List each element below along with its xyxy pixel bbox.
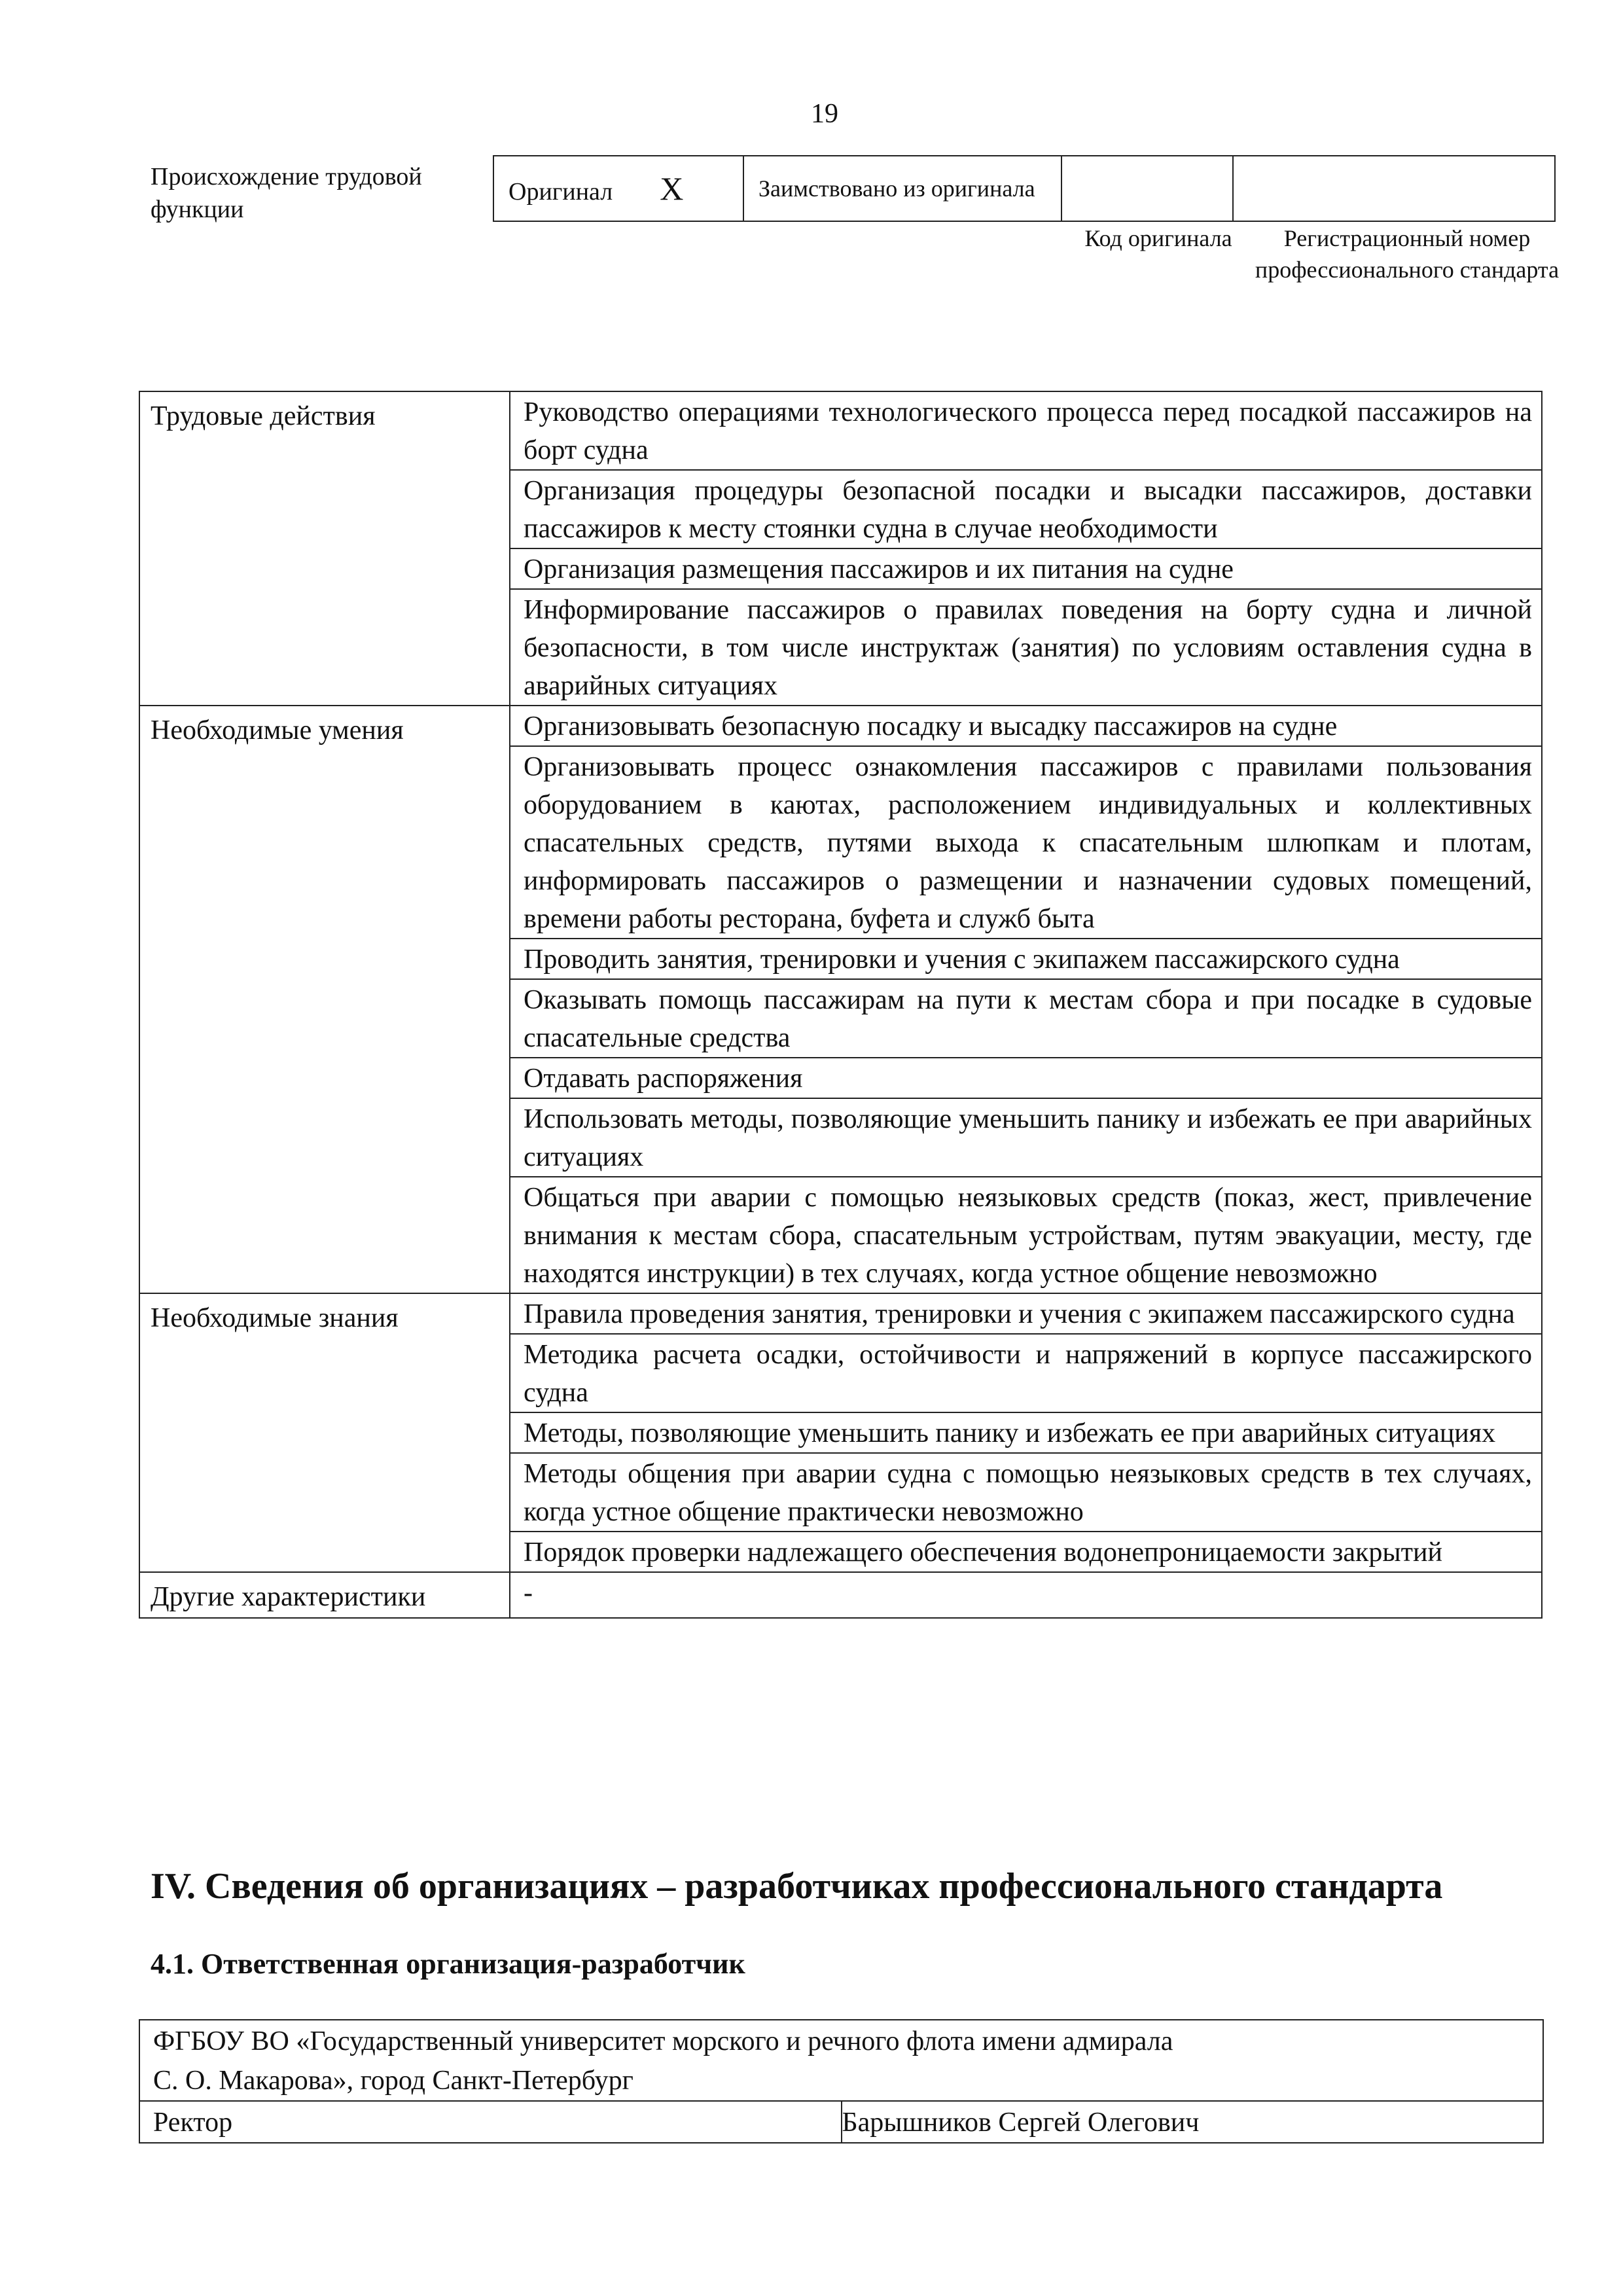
section-item: Руководство операциями технологического процесса перед посадкой пассажиров на борт судна <box>510 391 1542 470</box>
organization-name-line-1: ФГБОУ ВО «Государственный университет морского и речного флота имени адмирала <box>153 2026 1173 2056</box>
section-4-1-title: 4.1. Ответственная организация-разработчик <box>151 1948 745 1980</box>
table-row <box>139 391 1542 470</box>
function-table <box>139 391 1543 1619</box>
section-item: Организация размещения пассажиров и их питания на судне <box>510 548 1542 589</box>
original-code-cell <box>1061 156 1233 221</box>
section-item: Отдавать распоряжения <box>510 1058 1542 1098</box>
borrowed-cell: Заимствовано из оригинала <box>743 156 1061 221</box>
section-item: Оказывать помощь пассажирам на пути к местам сбора и при посадке в судовые спасательные средства <box>510 979 1542 1058</box>
origin-table <box>493 155 1556 222</box>
head-position: Ректор <box>139 2101 842 2143</box>
original-label: Оригинал <box>508 178 613 206</box>
section-title: Другие характеристики <box>139 1572 510 1618</box>
original-code-caption: Код оригинала <box>1084 225 1232 251</box>
organization-name-line-2: С. О. Макарова», город Санкт-Петербург <box>153 2066 633 2096</box>
section-title: Необходимые знания <box>139 1293 510 1572</box>
section-title: Трудовые действия <box>139 391 510 706</box>
table-row <box>139 706 1542 746</box>
section-item: Методы, позволяющие уменьшить панику и избежать ее при аварийных ситуациях <box>510 1412 1542 1453</box>
registration-number-caption: Регистрационный номер профессионального стандарта <box>1255 225 1560 283</box>
section-item: Организовывать безопасную посадку и высадку пассажиров на судне <box>510 706 1542 746</box>
table-row <box>139 1572 1542 1618</box>
section-item: Использовать методы, позволяющие уменьшить панику и избежать ее при аварийных ситуациях <box>510 1098 1542 1177</box>
table-row <box>139 1293 1542 1334</box>
original-mark: X <box>660 170 684 207</box>
section-item: - <box>510 1572 1542 1618</box>
origin-label: Происхождение трудовой функции <box>151 163 422 223</box>
organization-table <box>139 2019 1544 2144</box>
page-number: 19 <box>811 99 838 129</box>
registration-number-cell <box>1233 156 1555 221</box>
section-item: Порядок проверки надлежащего обеспечения водонепроницаемости закрытий <box>510 1532 1542 1572</box>
section-item: Методы общения при аварии судна с помощью неязыковых средств в тех случаях, когда устное общение практически невозможно <box>510 1453 1542 1532</box>
head-name: Барышников Сергей Олегович <box>842 2101 1544 2143</box>
section-item: Информирование пассажиров о правилах поведения на борту судна и личной безопасности, в том числе инструктаж (занятия) по условиям оставления судна в аварийных ситуациях <box>510 589 1542 706</box>
section-title: Необходимые умения <box>139 706 510 1293</box>
organization-name <box>139 2020 1543 2101</box>
original-cell <box>493 156 743 221</box>
section-item: Организация процедуры безопасной посадки и высадки пассажиров, доставки пассажиров к месту стоянки судна в случае необходимости <box>510 470 1542 548</box>
section-item: Общаться при аварии с помощью неязыковых средств (показ, жест, привлечение внимания к местам сбора, спасательным устройствам, путям эвакуации, месту, где находятся инструкции) в тех случаях, когда устное общение невозможно <box>510 1177 1542 1293</box>
section-4-title: IV. Сведения об организациях – разработчиках профессионального стандарта <box>151 1866 1443 1907</box>
section-item: Организовывать процесс ознакомления пассажиров с правилами пользования оборудованием в каютах, расположением индивидуальных и коллективных спасательных средств, путями выхода к спасательным шлюпкам и плотам, информировать пассажиров о размещении и назначении судовых помещений, времени работы ресторана, буфета и служб быта <box>510 746 1542 939</box>
section-item: Методика расчета осадки, остойчивости и напряжений в корпусе пассажирского судна <box>510 1334 1542 1412</box>
section-item: Проводить занятия, тренировки и учения с экипажем пассажирского судна <box>510 939 1542 979</box>
section-item: Правила проведения занятия, тренировки и учения с экипажем пассажирского судна <box>510 1293 1542 1334</box>
